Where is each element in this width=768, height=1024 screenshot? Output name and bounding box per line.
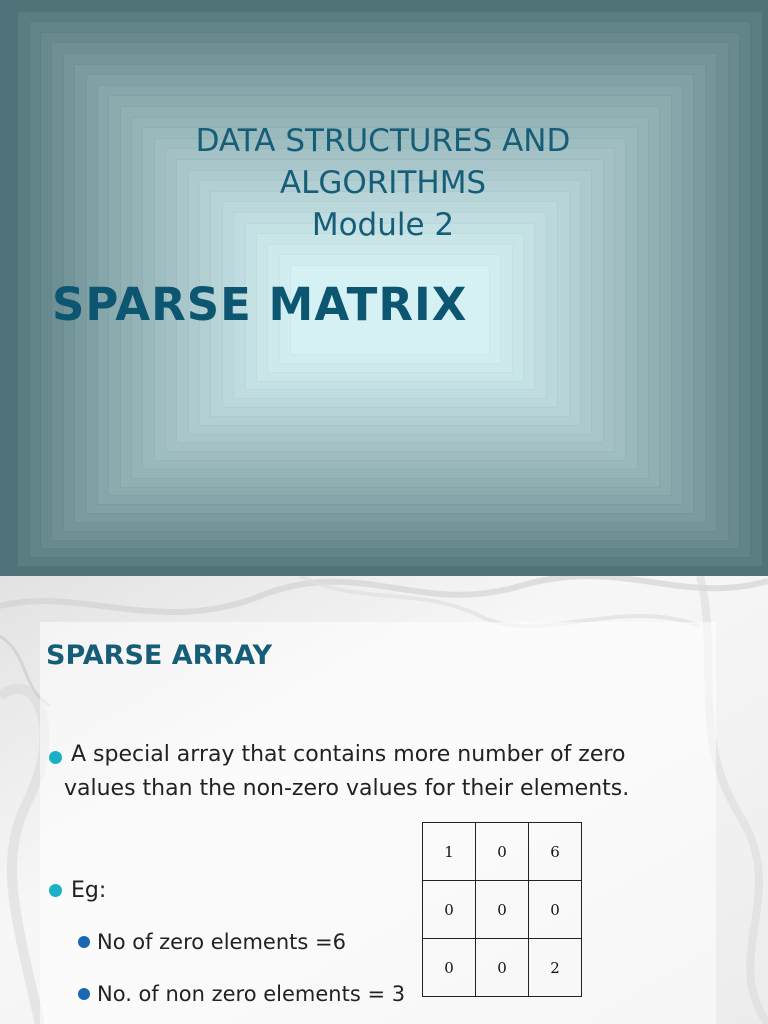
matrix-cell: 0 [423, 939, 476, 997]
matrix-cell: 0 [423, 881, 476, 939]
matrix-cell: 1 [423, 823, 476, 881]
bullet-text-line: values than the non-zero values for their elements. [64, 776, 630, 801]
sub-bullet-dot [78, 988, 90, 1000]
slide-title [100, 120, 666, 246]
matrix-cell: 0 [476, 881, 529, 939]
slide-title-line-2: ALGORITHMS [279, 165, 487, 201]
sub-bullet-dot [78, 936, 90, 948]
bullet-text-line: Eg: [71, 878, 107, 903]
content-slide [0, 576, 768, 1024]
sub-bullet-text: No of zero elements =6 [97, 930, 346, 954]
matrix-row [423, 939, 582, 997]
matrix-cell: 0 [529, 881, 582, 939]
matrix-row [423, 881, 582, 939]
section-heading: SPARSE ARRAY [46, 640, 273, 671]
bullet-dot [49, 884, 62, 897]
matrix-row [423, 823, 582, 881]
matrix-cell: 0 [476, 939, 529, 997]
bullet-text-line: A special array that contains more number of zero [71, 742, 626, 767]
slide-heading: SPARSE MATRIX [52, 278, 468, 331]
slide-title-line-1: DATA STRUCTURES AND [195, 123, 571, 159]
matrix-cell: 2 [529, 939, 582, 997]
slide-title-line-3: Module 2 [311, 207, 455, 243]
sub-bullet-text: No. of non zero elements = 3 [97, 982, 406, 1006]
sparse-matrix-table [422, 822, 582, 997]
matrix-cell: 0 [476, 823, 529, 881]
bullet-dot [49, 751, 62, 764]
matrix-cell: 6 [529, 823, 582, 881]
